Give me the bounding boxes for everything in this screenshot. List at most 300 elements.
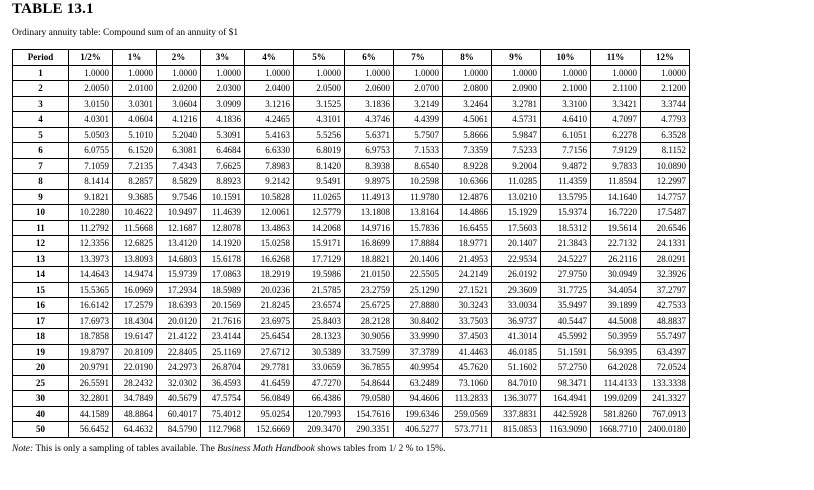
value-cell: 9.2142 [245, 174, 294, 190]
value-cell: 27.6712 [245, 344, 294, 360]
value-cell: 11.4913 [345, 189, 394, 205]
value-cell: 13.5795 [541, 189, 591, 205]
value-cell: 2.1000 [541, 81, 591, 97]
column-header-rate: 12% [641, 50, 690, 66]
value-cell: 51.1602 [492, 360, 541, 376]
value-cell: 1.0000 [113, 65, 157, 81]
value-cell: 20.1569 [201, 298, 245, 314]
value-cell: 6.4684 [201, 143, 245, 159]
value-cell: 209.3470 [294, 422, 345, 438]
value-cell: 18.4304 [113, 313, 157, 329]
table-row [13, 158, 690, 174]
value-cell: 15.5365 [69, 282, 113, 298]
value-cell: 44.5008 [591, 313, 641, 329]
value-cell: 33.7503 [443, 313, 492, 329]
value-cell: 23.6574 [294, 298, 345, 314]
period-cell: 50 [13, 422, 69, 438]
value-cell: 21.0150 [345, 267, 394, 283]
value-cell: 9.5491 [294, 174, 345, 190]
value-cell: 114.4133 [591, 375, 641, 391]
table-row [13, 96, 690, 112]
value-cell: 2.0300 [201, 81, 245, 97]
value-cell: 4.0604 [113, 112, 157, 128]
table-title: TABLE 13.1 [12, 1, 94, 17]
period-cell: 10 [13, 205, 69, 221]
value-cell: 17.2579 [113, 298, 157, 314]
table-row [13, 344, 690, 360]
footnote [12, 444, 445, 454]
value-cell: 10.1591 [201, 189, 245, 205]
value-cell: 2.0500 [294, 81, 345, 97]
table-row [13, 406, 690, 422]
value-cell: 5.8666 [443, 127, 492, 143]
column-header-rate: 5% [294, 50, 345, 66]
period-cell: 2 [13, 81, 69, 97]
value-cell: 20.1407 [492, 236, 541, 252]
value-cell: 3.3421 [591, 96, 641, 112]
value-cell: 154.7616 [345, 406, 394, 422]
value-cell: 1163.9090 [541, 422, 591, 438]
value-cell: 112.7968 [201, 422, 245, 438]
value-cell: 14.1920 [201, 236, 245, 252]
period-cell: 16 [13, 298, 69, 314]
value-cell: 44.1589 [69, 406, 113, 422]
value-cell: 199.6346 [394, 406, 443, 422]
value-cell: 9.3685 [113, 189, 157, 205]
value-cell: 6.0755 [69, 143, 113, 159]
table-row [13, 236, 690, 252]
value-cell: 16.8699 [345, 236, 394, 252]
value-cell: 24.2973 [157, 360, 201, 376]
value-cell: 17.7129 [294, 251, 345, 267]
value-cell: 15.6178 [201, 251, 245, 267]
column-header-rate: 9% [492, 50, 541, 66]
value-cell: 17.2934 [157, 282, 201, 298]
value-cell: 581.8260 [591, 406, 641, 422]
value-cell: 42.7533 [641, 298, 690, 314]
value-cell: 25.6725 [345, 298, 394, 314]
period-cell: 4 [13, 112, 69, 128]
value-cell: 1.0000 [492, 65, 541, 81]
value-cell: 1.0000 [245, 65, 294, 81]
value-cell: 5.0503 [69, 127, 113, 143]
value-cell: 8.1152 [641, 143, 690, 159]
value-cell: 27.9750 [541, 267, 591, 283]
value-cell: 23.4144 [201, 329, 245, 345]
value-cell: 6.3528 [641, 127, 690, 143]
value-cell: 16.6268 [245, 251, 294, 267]
value-cell: 21.4122 [157, 329, 201, 345]
value-cell: 18.5312 [541, 220, 591, 236]
value-cell: 57.2750 [541, 360, 591, 376]
value-cell: 19.5614 [591, 220, 641, 236]
value-cell: 2.0600 [345, 81, 394, 97]
value-cell: 95.0254 [245, 406, 294, 422]
table-row [13, 282, 690, 298]
value-cell: 21.3843 [541, 236, 591, 252]
value-cell: 50.3959 [591, 329, 641, 345]
value-cell: 94.4606 [394, 391, 443, 407]
value-cell: 13.4120 [157, 236, 201, 252]
value-cell: 34.7849 [113, 391, 157, 407]
table-row [13, 313, 690, 329]
period-cell: 25 [13, 375, 69, 391]
value-cell: 17.5603 [492, 220, 541, 236]
value-cell: 133.3338 [641, 375, 690, 391]
table-subtitle: Ordinary annuity table: Compound sum of an annuity of $1 [12, 28, 239, 38]
value-cell: 241.3327 [641, 391, 690, 407]
value-cell: 79.0580 [345, 391, 394, 407]
value-cell: 12.6825 [113, 236, 157, 252]
value-cell: 72.0524 [641, 360, 690, 376]
value-cell: 15.9171 [294, 236, 345, 252]
value-cell: 13.1808 [345, 205, 394, 221]
table-body [13, 65, 690, 437]
period-cell: 40 [13, 406, 69, 422]
value-cell: 17.8884 [394, 236, 443, 252]
value-cell: 30.5389 [294, 344, 345, 360]
value-cell: 47.7270 [294, 375, 345, 391]
value-cell: 15.7836 [394, 220, 443, 236]
value-cell: 120.7993 [294, 406, 345, 422]
header-row [13, 50, 690, 66]
value-cell: 29.7781 [245, 360, 294, 376]
period-cell: 9 [13, 189, 69, 205]
value-cell: 21.8245 [245, 298, 294, 314]
table-row [13, 375, 690, 391]
value-cell: 12.1687 [157, 220, 201, 236]
value-cell: 14.4866 [443, 205, 492, 221]
value-cell: 4.1836 [201, 112, 245, 128]
value-cell: 36.9737 [492, 313, 541, 329]
value-cell: 442.5928 [541, 406, 591, 422]
value-cell: 337.8831 [492, 406, 541, 422]
value-cell: 8.8923 [201, 174, 245, 190]
value-cell: 33.7599 [345, 344, 394, 360]
value-cell: 12.0061 [245, 205, 294, 221]
value-cell: 767.0913 [641, 406, 690, 422]
value-cell: 9.4872 [541, 158, 591, 174]
value-cell: 136.3077 [492, 391, 541, 407]
column-header-rate: 10% [541, 50, 591, 66]
value-cell: 2.0800 [443, 81, 492, 97]
note-label: Note: [12, 444, 34, 454]
period-cell: 12 [13, 236, 69, 252]
value-cell: 7.6625 [201, 158, 245, 174]
value-cell: 26.5591 [69, 375, 113, 391]
column-header-rate: 2% [157, 50, 201, 66]
value-cell: 11.5668 [113, 220, 157, 236]
period-cell: 17 [13, 313, 69, 329]
value-cell: 23.6975 [245, 313, 294, 329]
value-cell: 11.4359 [541, 174, 591, 190]
value-cell: 16.0969 [113, 282, 157, 298]
value-cell: 3.3744 [641, 96, 690, 112]
value-cell: 15.1929 [492, 205, 541, 221]
value-cell: 2.0100 [113, 81, 157, 97]
column-header-rate: 3% [201, 50, 245, 66]
value-cell: 2400.0180 [641, 422, 690, 438]
value-cell: 10.5828 [245, 189, 294, 205]
value-cell: 406.5277 [394, 422, 443, 438]
value-cell: 64.2028 [591, 360, 641, 376]
value-cell: 28.2128 [345, 313, 394, 329]
value-cell: 20.1406 [394, 251, 443, 267]
value-cell: 48.8837 [641, 313, 690, 329]
value-cell: 19.8797 [69, 344, 113, 360]
value-cell: 18.5989 [201, 282, 245, 298]
value-cell: 21.7616 [201, 313, 245, 329]
column-header-rate: 7% [394, 50, 443, 66]
value-cell: 45.5992 [541, 329, 591, 345]
value-cell: 23.2759 [345, 282, 394, 298]
value-cell: 7.1059 [69, 158, 113, 174]
value-cell: 6.2278 [591, 127, 641, 143]
period-cell: 11 [13, 220, 69, 236]
value-cell: 7.2135 [113, 158, 157, 174]
annuity-table [12, 49, 690, 438]
value-cell: 24.2149 [443, 267, 492, 283]
value-cell: 4.2465 [245, 112, 294, 128]
value-cell: 4.3746 [345, 112, 394, 128]
value-cell: 6.8019 [294, 143, 345, 159]
period-cell: 6 [13, 143, 69, 159]
value-cell: 35.9497 [541, 298, 591, 314]
value-cell: 13.8164 [394, 205, 443, 221]
value-cell: 21.4953 [443, 251, 492, 267]
value-cell: 22.9534 [492, 251, 541, 267]
value-cell: 10.4622 [113, 205, 157, 221]
value-cell: 30.9056 [345, 329, 394, 345]
value-cell: 14.1640 [591, 189, 641, 205]
value-cell: 8.6540 [394, 158, 443, 174]
table-row [13, 220, 690, 236]
value-cell: 26.2116 [591, 251, 641, 267]
value-cell: 21.5785 [294, 282, 345, 298]
value-cell: 46.0185 [492, 344, 541, 360]
table-row [13, 205, 690, 221]
value-cell: 18.6393 [157, 298, 201, 314]
value-cell: 4.0301 [69, 112, 113, 128]
value-cell: 5.2040 [157, 127, 201, 143]
value-cell: 113.2833 [443, 391, 492, 407]
value-cell: 18.8821 [345, 251, 394, 267]
table-row [13, 65, 690, 81]
value-cell: 7.1533 [394, 143, 443, 159]
column-header-rate: 1/2% [69, 50, 113, 66]
period-cell: 15 [13, 282, 69, 298]
value-cell: 28.0291 [641, 251, 690, 267]
value-cell: 1.0000 [641, 65, 690, 81]
value-cell: 5.9847 [492, 127, 541, 143]
value-cell: 11.9780 [394, 189, 443, 205]
value-cell: 3.1216 [245, 96, 294, 112]
value-cell: 1.0000 [201, 65, 245, 81]
value-cell: 25.1290 [394, 282, 443, 298]
value-cell: 75.4012 [201, 406, 245, 422]
value-cell: 20.8109 [113, 344, 157, 360]
value-cell: 5.6371 [345, 127, 394, 143]
value-cell: 7.3359 [443, 143, 492, 159]
value-cell: 9.1821 [69, 189, 113, 205]
value-cell: 3.2464 [443, 96, 492, 112]
value-cell: 60.4017 [157, 406, 201, 422]
table-row [13, 143, 690, 159]
value-cell: 22.7132 [591, 236, 641, 252]
value-cell: 40.9954 [394, 360, 443, 376]
period-cell: 13 [13, 251, 69, 267]
value-cell: 20.6546 [641, 220, 690, 236]
value-cell: 29.3609 [492, 282, 541, 298]
value-cell: 12.8078 [201, 220, 245, 236]
value-cell: 13.3973 [69, 251, 113, 267]
value-cell: 3.1525 [294, 96, 345, 112]
value-cell: 12.4876 [443, 189, 492, 205]
value-cell: 11.4639 [201, 205, 245, 221]
value-cell: 40.5447 [541, 313, 591, 329]
value-cell: 33.0034 [492, 298, 541, 314]
value-cell: 2.0050 [69, 81, 113, 97]
value-cell: 48.8864 [113, 406, 157, 422]
note-text-after: shows tables from 1/ 2 % to 15%. [314, 444, 446, 454]
value-cell: 15.9739 [157, 267, 201, 283]
value-cell: 815.0853 [492, 422, 541, 438]
value-cell: 32.2801 [69, 391, 113, 407]
value-cell: 13.4863 [245, 220, 294, 236]
value-cell: 27.1521 [443, 282, 492, 298]
value-cell: 17.5487 [641, 205, 690, 221]
value-cell: 1.0000 [443, 65, 492, 81]
column-header-rate: 1% [113, 50, 157, 66]
value-cell: 47.5754 [201, 391, 245, 407]
value-cell: 2.0200 [157, 81, 201, 97]
value-cell: 34.4054 [591, 282, 641, 298]
period-cell: 5 [13, 127, 69, 143]
value-cell: 98.3471 [541, 375, 591, 391]
value-cell: 2.0700 [394, 81, 443, 97]
value-cell: 11.0265 [294, 189, 345, 205]
value-cell: 14.9474 [113, 267, 157, 283]
value-cell: 152.6669 [245, 422, 294, 438]
value-cell: 4.7793 [641, 112, 690, 128]
value-cell: 64.4632 [113, 422, 157, 438]
table-row [13, 391, 690, 407]
value-cell: 36.7855 [345, 360, 394, 376]
value-cell: 12.3356 [69, 236, 113, 252]
value-cell: 32.3926 [641, 267, 690, 283]
value-cell: 8.9228 [443, 158, 492, 174]
value-cell: 37.3789 [394, 344, 443, 360]
column-header-rate: 11% [591, 50, 641, 66]
value-cell: 27.8880 [394, 298, 443, 314]
value-cell: 24.5227 [541, 251, 591, 267]
value-cell: 7.4343 [157, 158, 201, 174]
value-cell: 37.4503 [443, 329, 492, 345]
value-cell: 84.5790 [157, 422, 201, 438]
value-cell: 18.9771 [443, 236, 492, 252]
value-cell: 9.2004 [492, 158, 541, 174]
period-cell: 18 [13, 329, 69, 345]
value-cell: 13.0210 [492, 189, 541, 205]
value-cell: 56.0849 [245, 391, 294, 407]
value-cell: 9.8975 [345, 174, 394, 190]
value-cell: 14.7757 [641, 189, 690, 205]
value-cell: 41.4463 [443, 344, 492, 360]
value-cell: 12.2997 [641, 174, 690, 190]
value-cell: 10.6366 [443, 174, 492, 190]
value-cell: 5.7507 [394, 127, 443, 143]
value-cell: 5.5256 [294, 127, 345, 143]
value-cell: 18.7858 [69, 329, 113, 345]
value-cell: 4.6410 [541, 112, 591, 128]
period-cell: 3 [13, 96, 69, 112]
value-cell: 14.6803 [157, 251, 201, 267]
value-cell: 17.0863 [201, 267, 245, 283]
column-header-rate: 4% [245, 50, 294, 66]
value-cell: 22.5505 [394, 267, 443, 283]
value-cell: 73.1060 [443, 375, 492, 391]
period-cell: 8 [13, 174, 69, 190]
value-cell: 2.1200 [641, 81, 690, 97]
value-cell: 16.7220 [591, 205, 641, 221]
table-row [13, 360, 690, 376]
value-cell: 41.6459 [245, 375, 294, 391]
value-cell: 4.1216 [157, 112, 201, 128]
value-cell: 26.8704 [201, 360, 245, 376]
value-cell: 10.0890 [641, 158, 690, 174]
value-cell: 6.9753 [345, 143, 394, 159]
value-cell: 24.1331 [641, 236, 690, 252]
value-cell: 10.9497 [157, 205, 201, 221]
value-cell: 45.7620 [443, 360, 492, 376]
value-cell: 18.2919 [245, 267, 294, 283]
value-cell: 84.7010 [492, 375, 541, 391]
value-cell: 13.8093 [113, 251, 157, 267]
value-cell: 1.0000 [591, 65, 641, 81]
column-header-period: Period [13, 50, 69, 66]
value-cell: 20.0236 [245, 282, 294, 298]
value-cell: 41.3014 [492, 329, 541, 345]
value-cell: 8.2857 [113, 174, 157, 190]
value-cell: 17.6973 [69, 313, 113, 329]
table-row [13, 127, 690, 143]
value-cell: 5.3091 [201, 127, 245, 143]
value-cell: 40.5679 [157, 391, 201, 407]
value-cell: 11.0285 [492, 174, 541, 190]
table-row [13, 267, 690, 283]
column-header-rate: 6% [345, 50, 394, 66]
value-cell: 3.0301 [113, 96, 157, 112]
value-cell: 30.8402 [394, 313, 443, 329]
value-cell: 3.0909 [201, 96, 245, 112]
value-cell: 3.3100 [541, 96, 591, 112]
value-cell: 56.6452 [69, 422, 113, 438]
value-cell: 66.4386 [294, 391, 345, 407]
value-cell: 14.9716 [345, 220, 394, 236]
value-cell: 290.3351 [345, 422, 394, 438]
table-row [13, 298, 690, 314]
value-cell: 164.4941 [541, 391, 591, 407]
value-cell: 55.7497 [641, 329, 690, 345]
value-cell: 1.0000 [294, 65, 345, 81]
value-cell: 25.1169 [201, 344, 245, 360]
value-cell: 14.4643 [69, 267, 113, 283]
value-cell: 26.0192 [492, 267, 541, 283]
value-cell: 7.9129 [591, 143, 641, 159]
value-cell: 8.1414 [69, 174, 113, 190]
value-cell: 56.9395 [591, 344, 641, 360]
table-row [13, 251, 690, 267]
